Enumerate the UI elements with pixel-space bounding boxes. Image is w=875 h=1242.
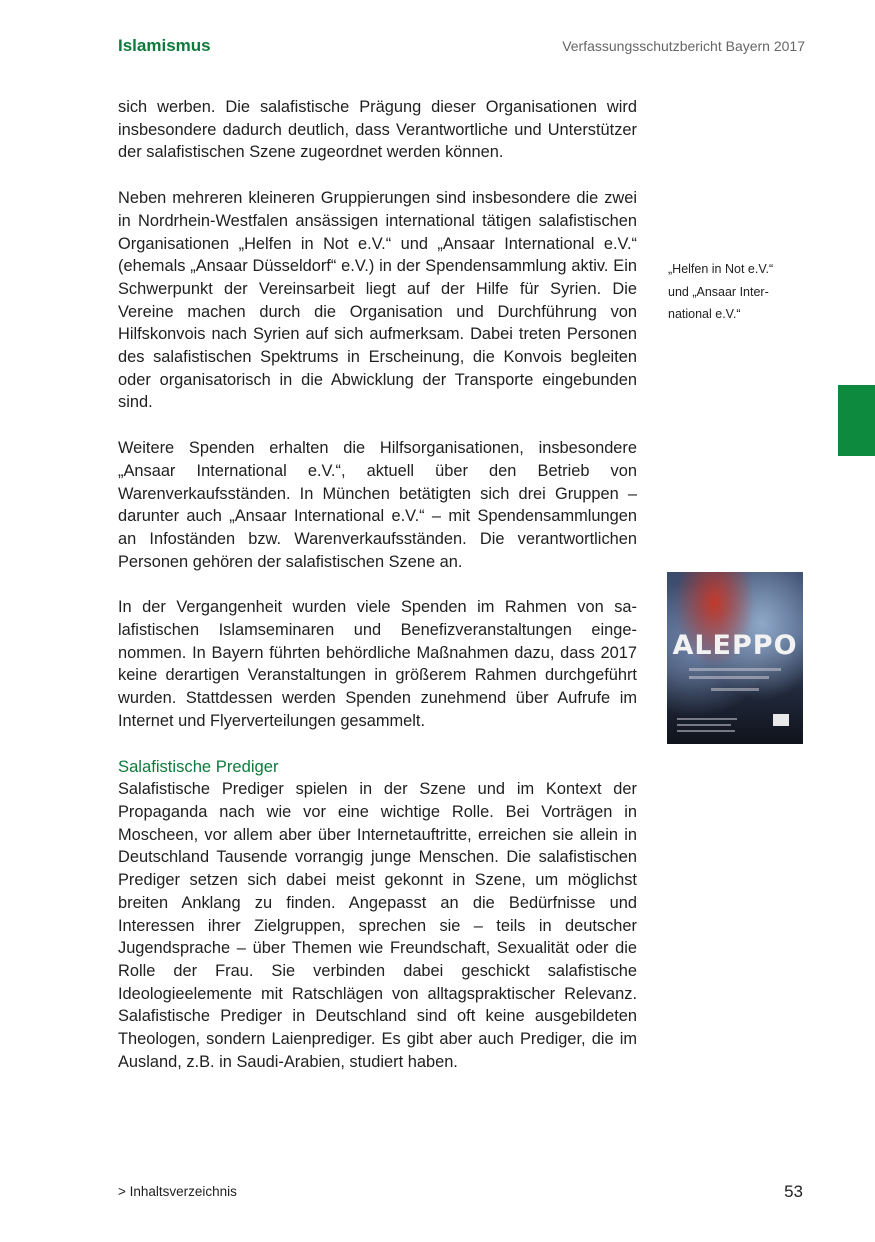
paragraph-1: sich werben. Die salafistische Prägung dieser Organisationen wird insbesondere dadurch deutlich, dass Verantwortliche und Unterstützer der salafistischen Szene zugeordnet werden können. <box>118 98 637 162</box>
poster-text-line <box>677 730 735 732</box>
poster-title: ALEPPO <box>672 630 798 661</box>
margin-note-line-1: „Helfen in Not e.V.“ <box>668 262 774 276</box>
main-text-column <box>118 96 637 1096</box>
poster-text-line <box>677 718 737 720</box>
poster-text-line <box>689 668 781 671</box>
margin-note-line-3: national e.V.“ <box>668 307 741 321</box>
section-title: Islamismus <box>118 36 211 55</box>
table-of-contents-link[interactable]: > Inhaltsverzeichnis <box>118 1184 237 1199</box>
subheading-salafist-preachers: Salafistische Prediger <box>118 756 279 776</box>
paragraph-4: In der Vergangenheit wurden viele Spenden im Rahmen von salafistischen Islamseminaren und Benefizveranstaltungen eingenommen. In Bayern führten behördliche Maßnahmen dazu, dass 2017 keine derartigen Veranstaltungen in größerem Rahmen durchgeführt wurden. Stattdessen werden Spenden zunehmend über Aufrufe im Internet und Flyerverteilungen gesammelt. <box>118 598 637 730</box>
paragraph-3: Weitere Spenden erhalten die Hilfsorganisationen, insbesondere „Ansaar International e.V.“, aktuell über den Betrieb von Warenverkaufsständen. In München betätigten sich drei Gruppen – darunter auch „Ansaar International e.V.“ – mit Spendensammlungen an Infoständen bzw. Warenverkaufsständen. Die verantwortlichen Personen gehören der salafistischen Szene an. <box>118 439 637 571</box>
publisher-logo-icon <box>773 714 789 726</box>
poster-text-line <box>677 724 731 726</box>
poster-text-line <box>689 676 769 679</box>
page-number: 53 <box>784 1182 803 1201</box>
margin-note-line-2: und „Ansaar Inter- <box>668 284 769 299</box>
margin-note <box>668 258 808 326</box>
chapter-tab-marker <box>838 385 875 456</box>
report-title: Verfassungsschutzbericht Bayern 2017 <box>562 38 805 54</box>
paragraph-2: Neben mehreren kleineren Gruppierungen sind insbesondere die zwei in Nordrhein-Westfalen ansässigen international tätigen salafistischen Organisationen „Helfen in Not e.V.“ und „Ansaar International e.V.“ (ehemals „Ansaar Düsseldorf“ e.V.) in der Spendensammlung aktiv. Ein Schwerpunkt der Vereinsarbeit liegt auf der Hilfe für Syrien. Die Vereine machen durch die Organisation und Durchführung von Hilfskonvois nach Syrien auf sich aufmerksam. Dabei treten Personen des salafistischen Spektrums in Erscheinung, die Konvois begleiten oder organisatorisch in die Abwicklung der Transporte eingebunden sind. <box>118 189 637 412</box>
poster-text-line <box>711 688 759 691</box>
paragraph-5: Salafistische Prediger spielen in der Szene und im Kontext der Propaganda nach wie vor eine wichtige Rolle. Bei Vorträgen in Moscheen, vor allem aber über Internetauftritte, erreichen sie allein in Deutschland Tausende vorrangig junge Menschen. Die salafistischen Prediger setzen sich dabei meist gekonnt in Szene, um möglichst breiten Anklang zu finden. Angepasst an die Bedürfnisse und Interessen ihrer Zielgruppen, sprechen sie – teils in deutscher Jugendsprache – über Themen wie Freundschaft, Sexualität oder die Rolle der Frau. Sie verbinden dabei geschickt salafistische Ideologieelemente mit Ratschlägen von alltagspraktischer Relevanz. Salafistische Prediger in Deutschland sind oft keine ausgebildeten Theologen, sondern Laienprediger. Es gibt aber auch Prediger, die im Ausland, z.B. in Saudi-Arabien, studiert haben. <box>118 780 637 1071</box>
aleppo-poster-image <box>667 572 803 744</box>
